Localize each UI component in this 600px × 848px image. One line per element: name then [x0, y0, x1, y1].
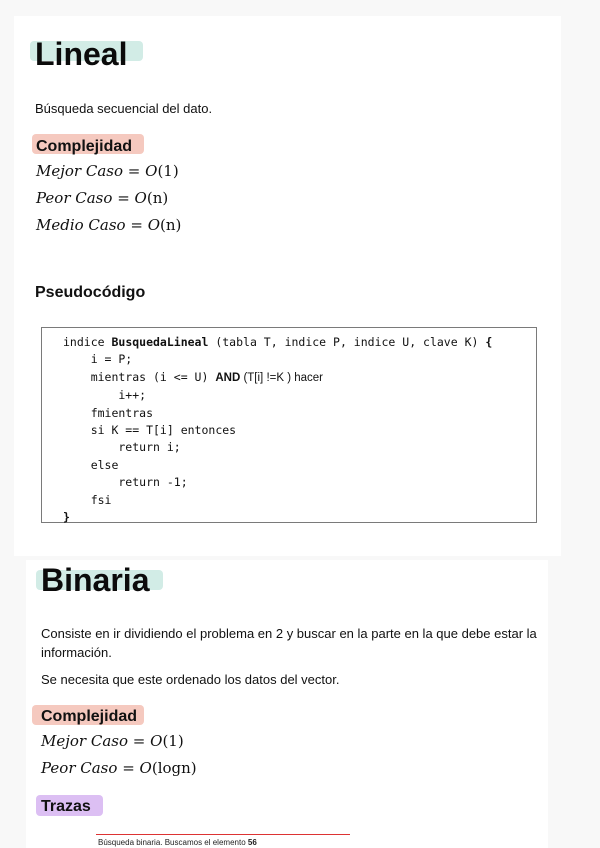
lineal-worst-case: Peor Caso = O(n) — [36, 189, 169, 207]
binaria-complexity-heading: Complejidad — [41, 708, 138, 725]
traces-heading: Trazas — [41, 798, 91, 815]
figure-caption: Búsqueda binaria. Buscamos el elemento 56 — [98, 838, 257, 847]
page-binaria — [26, 560, 548, 848]
lineal-description: Búsqueda secuencial del dato. — [35, 101, 213, 116]
lineal-complexity-heading: Complejidad — [36, 138, 133, 155]
pseudocode-heading: Pseudocódigo — [35, 284, 146, 301]
pseudocode-block — [41, 327, 537, 523]
figure-divider — [96, 834, 350, 835]
binaria-paragraph-1: Consiste en ir dividiendo el problema en 2 y buscar en la parte en la que debe estar la información. — [41, 626, 537, 660]
binaria-paragraph-2: Se necesita que este ordenado los datos del vector. — [41, 672, 340, 687]
binaria-best-case: Mejor Caso = O(1) — [41, 732, 184, 750]
lineal-best-case: Mejor Caso = O(1) — [36, 162, 179, 180]
lineal-title: Lineal — [35, 36, 128, 72]
binaria-title: Binaria — [41, 562, 150, 598]
pseudocode-text: indice BusquedaLineal (tabla T, indice P, indice U, clave K) { i = P; mientras (i <= U) AND (T[i] !=K ) hacer i++; fmientras si K == T[i] entonces return i; else return -1; fsi } — [63, 335, 493, 525]
binaria-worst-case: Peor Caso = O(logn) — [41, 759, 197, 777]
lineal-average-case: Medio Caso = O(n) — [36, 216, 182, 234]
